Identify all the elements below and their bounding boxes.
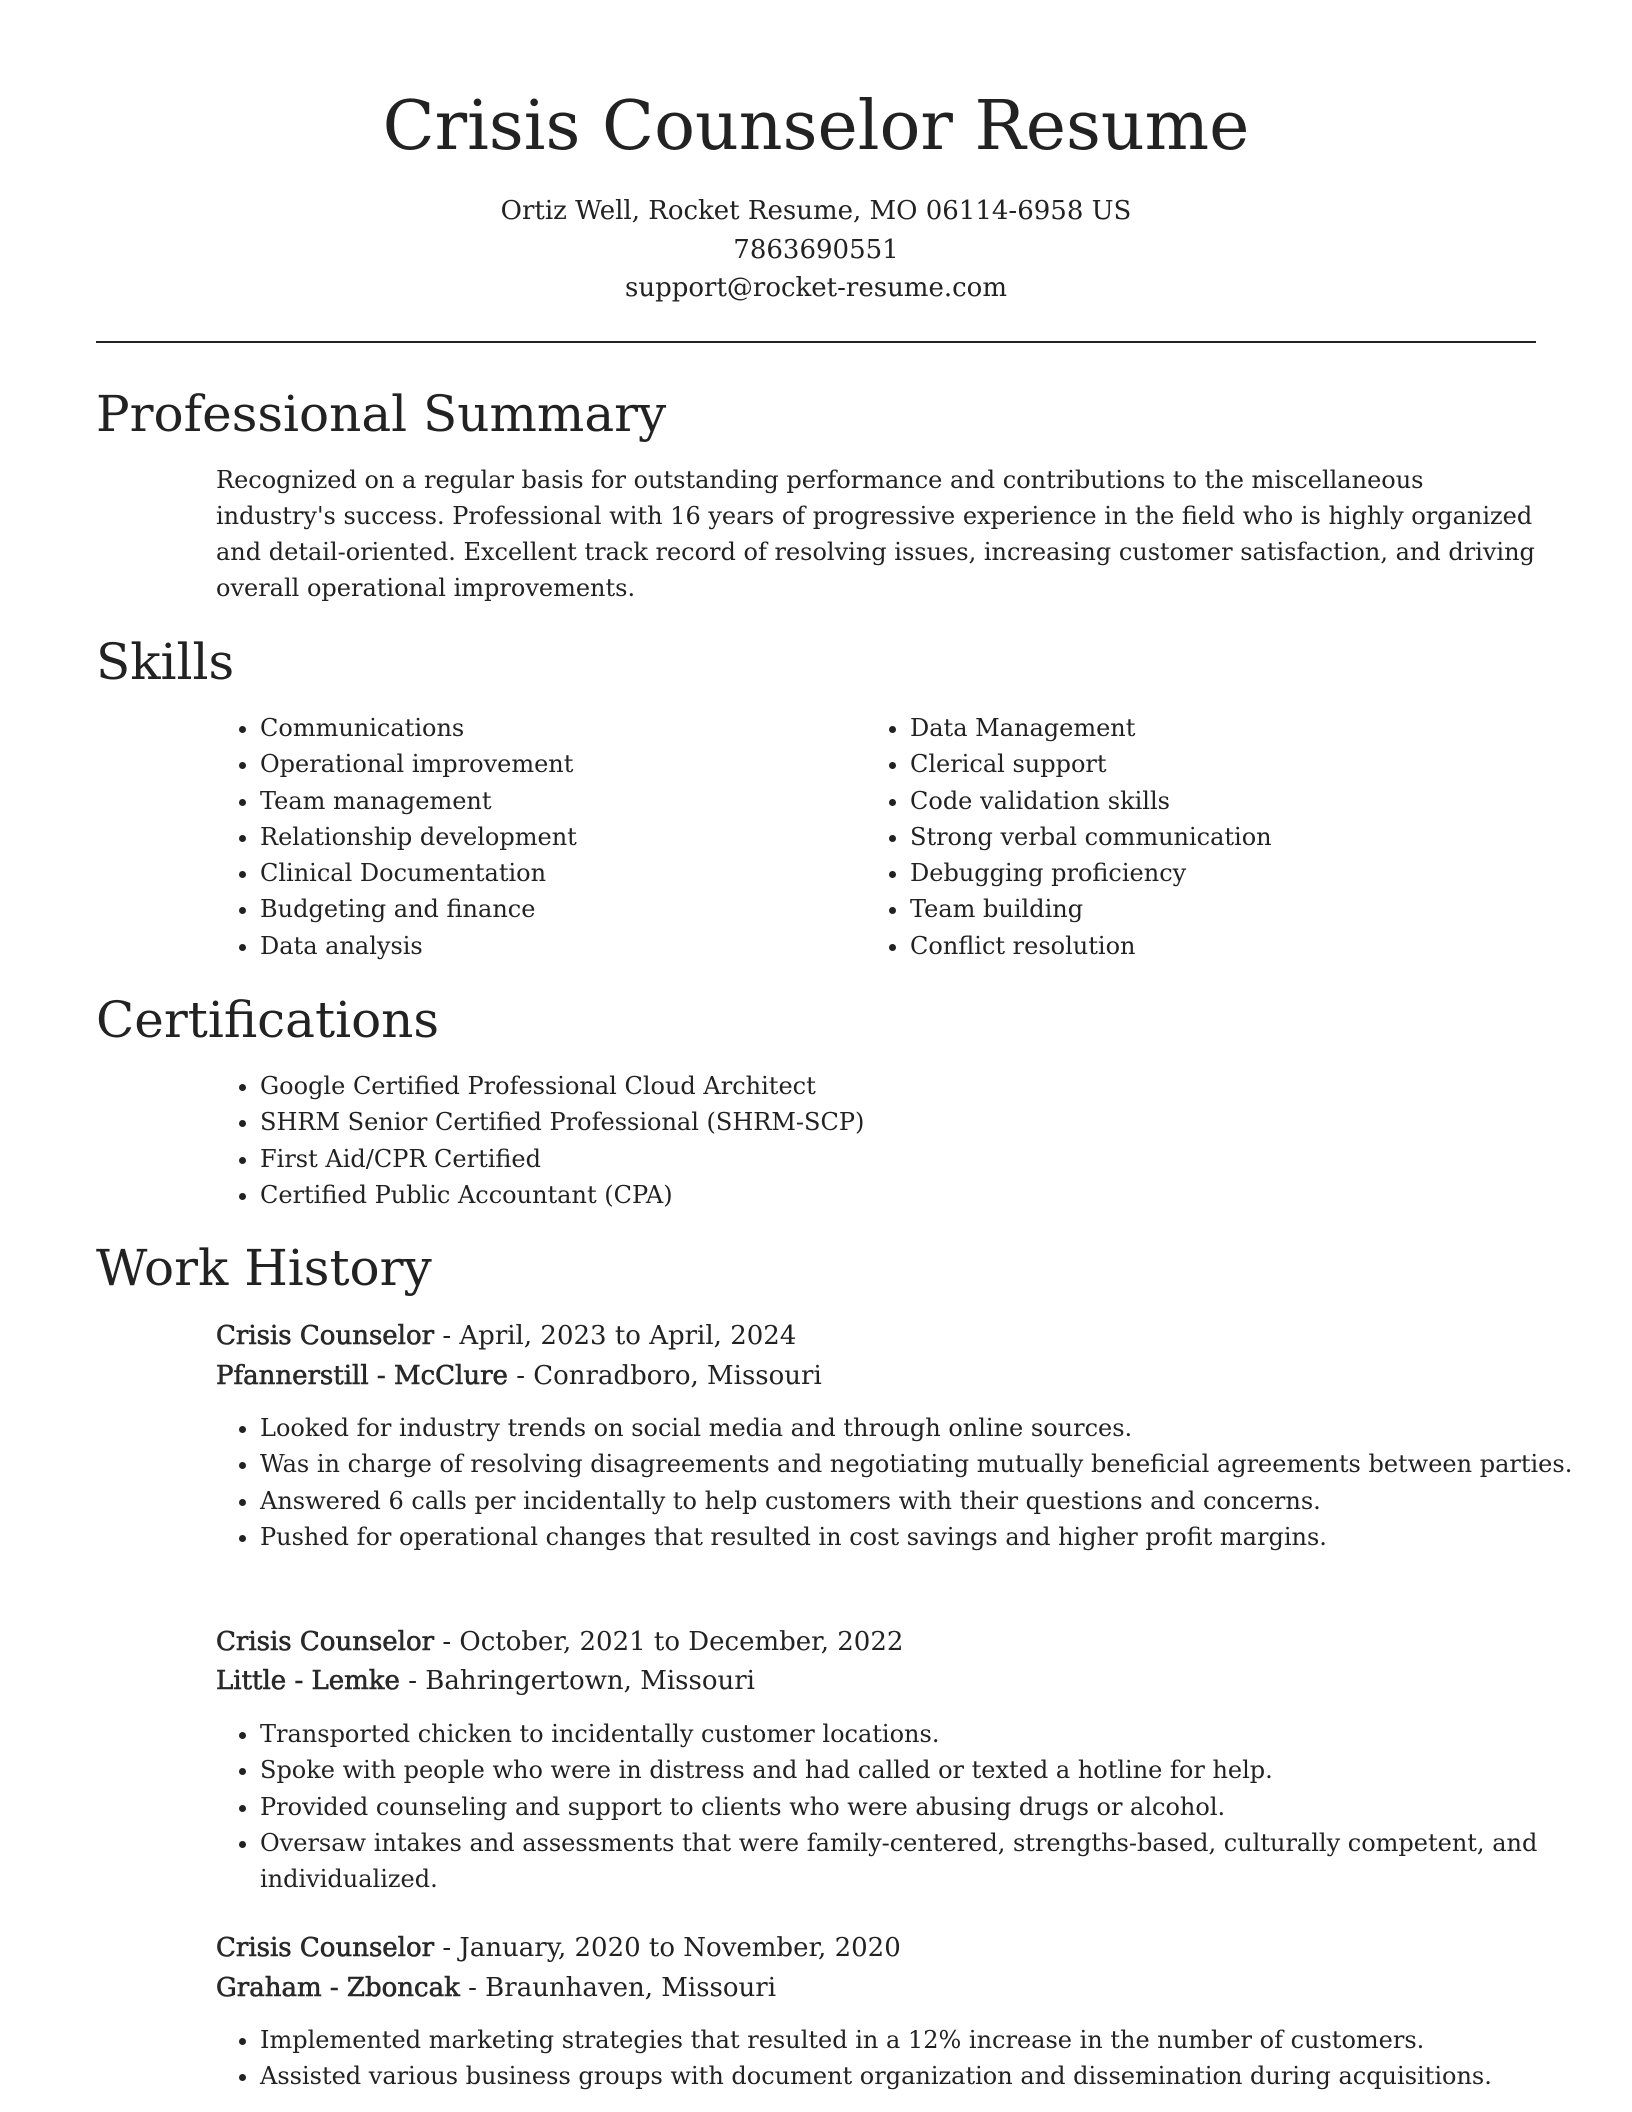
certification-item: • SHRM Senior Certified Professional (SHRM-SCP) bbox=[260, 1104, 1560, 1140]
job-location: - Braunhaven, Missouri bbox=[459, 1973, 777, 2003]
skills-list-left bbox=[216, 710, 860, 964]
summary-text: Recognized on a regular basis for outstanding performance and contributions to the miscellaneous industry's success. Professional with 16 years of progressive experience in the field who is highly organized and detail-oriented. Excellent track record of resolving issues, increasing customer satisfaction, and driving overall operational improvements. bbox=[216, 466, 1535, 602]
skill-item: • Relationship development bbox=[260, 819, 860, 855]
skill-item: • Operational improvement bbox=[260, 746, 860, 782]
certification-item: • Certified Public Accountant (CPA) bbox=[260, 1177, 1560, 1213]
job-role: Crisis Counselor bbox=[216, 1627, 435, 1657]
contact-block bbox=[0, 192, 1632, 308]
skills-list-right bbox=[866, 710, 1550, 964]
skill-item: • Conflict resolution bbox=[910, 928, 1550, 964]
job-dates: - January, 2020 to November, 2020 bbox=[434, 1933, 901, 1963]
summary-heading: Professional Summary bbox=[96, 385, 667, 443]
job-role: Crisis Counselor bbox=[216, 1933, 435, 1963]
job-company: Pfannerstill - McClure bbox=[216, 1361, 508, 1391]
skill-item: • Team building bbox=[910, 891, 1550, 927]
skill-item: • Data Management bbox=[910, 710, 1550, 746]
certification-item: • First Aid/CPR Certified bbox=[260, 1141, 1560, 1177]
job-title-line bbox=[216, 1316, 796, 1356]
job-bullet: • Spoke with people who were in distress and had called or texted a hotline for help. bbox=[260, 1752, 1580, 1788]
job-company: Little - Lemke bbox=[216, 1666, 400, 1696]
skill-item: • Communications bbox=[260, 710, 860, 746]
page-title: Crisis Counselor Resume bbox=[382, 87, 1250, 166]
job-dates: - April, 2023 to April, 2024 bbox=[434, 1321, 797, 1351]
job-title-line bbox=[216, 1928, 901, 1968]
skill-item: • Team management bbox=[260, 783, 860, 819]
skill-item: • Clinical Documentation bbox=[260, 855, 860, 891]
job-title-line bbox=[216, 1622, 903, 1662]
job-bullets bbox=[216, 2022, 1580, 2095]
job-bullets bbox=[216, 1410, 1580, 1555]
job-role: Crisis Counselor bbox=[216, 1321, 435, 1351]
job-dates: - October, 2021 to December, 2022 bbox=[434, 1627, 904, 1657]
work-history-heading: Work History bbox=[96, 1239, 432, 1297]
skills-heading: Skills bbox=[96, 633, 235, 691]
job-bullet: • Assisted various business groups with document organization and dissemination during acquisitions. bbox=[260, 2058, 1580, 2094]
job-bullet: • Oversaw intakes and assessments that were family-centered, strengths-based, culturally competent, and individualized. bbox=[260, 1825, 1580, 1898]
contact-address: Ortiz Well, Rocket Resume, MO 06114-6958 US bbox=[500, 196, 1132, 226]
job-bullet: • Transported chicken to incidentally customer locations. bbox=[260, 1716, 1580, 1752]
job-bullet: • Pushed for operational changes that resulted in cost savings and higher profit margins. bbox=[260, 1519, 1580, 1555]
certifications-list bbox=[216, 1068, 1560, 1213]
certifications-heading: Certifications bbox=[96, 991, 440, 1049]
skill-item: • Debugging proficiency bbox=[910, 855, 1550, 891]
contact-phone: 7863690551 bbox=[733, 234, 899, 265]
job-location: - Conradboro, Missouri bbox=[507, 1361, 822, 1391]
job-company-line bbox=[216, 1356, 822, 1396]
job-location: - Bahringertown, Missouri bbox=[399, 1666, 755, 1696]
header-divider bbox=[96, 341, 1536, 343]
job-bullet: • Looked for industry trends on social media and through online sources. bbox=[260, 1410, 1580, 1446]
job-company-line bbox=[216, 1661, 755, 1701]
skill-item: • Clerical support bbox=[910, 746, 1550, 782]
job-bullet: • Implemented marketing strategies that resulted in a 12% increase in the number of customers. bbox=[260, 2022, 1580, 2058]
skill-item: • Data analysis bbox=[260, 928, 860, 964]
skill-item: • Strong verbal communication bbox=[910, 819, 1550, 855]
certification-item: • Google Certified Professional Cloud Architect bbox=[260, 1068, 1560, 1104]
skill-item: • Code validation skills bbox=[910, 783, 1550, 819]
job-bullet: • Answered 6 calls per incidentally to help customers with their questions and concerns. bbox=[260, 1483, 1580, 1519]
job-bullet: • Provided counseling and support to clients who were abusing drugs or alcohol. bbox=[260, 1789, 1580, 1825]
job-company-line bbox=[216, 1968, 776, 2008]
skill-item: • Budgeting and finance bbox=[260, 891, 860, 927]
job-bullets bbox=[216, 1716, 1580, 1897]
job-bullet: • Was in charge of resolving disagreements and negotiating mutually beneficial agreements between parties. bbox=[260, 1446, 1580, 1482]
job-company: Graham - Zboncak bbox=[216, 1973, 460, 2003]
contact-email: support@rocket-resume.com bbox=[624, 273, 1007, 303]
